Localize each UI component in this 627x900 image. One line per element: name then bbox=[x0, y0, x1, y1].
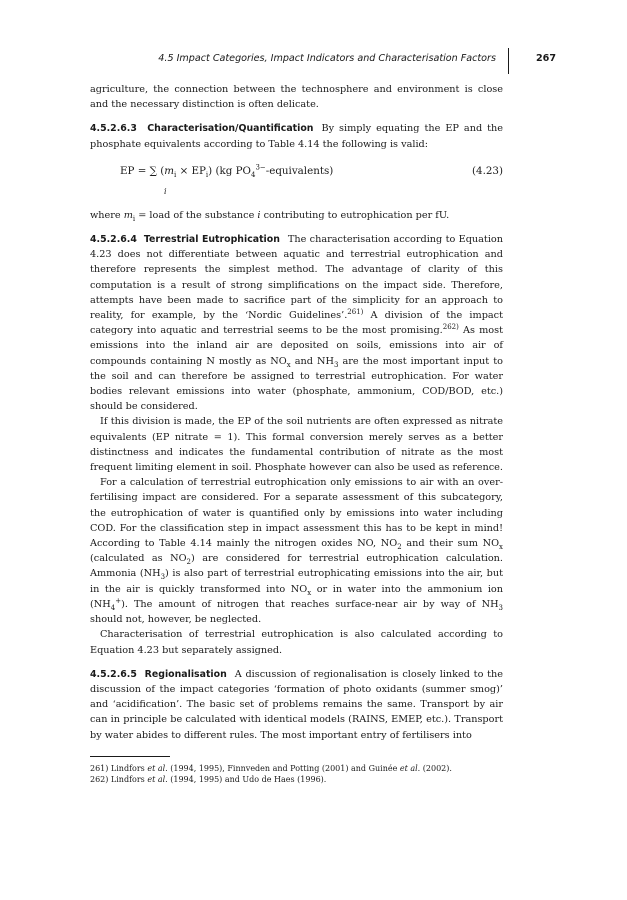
equation-number: (4.23) bbox=[472, 164, 503, 177]
footnote-ref-261: 261) bbox=[347, 307, 364, 316]
footnote-262: 262) Lindfors et al. (1994, 1995) and Udo de Haes (1996). bbox=[90, 775, 327, 784]
section-4-5-2-6-4: 4.5.2.6.4 Terrestrial Eutrophication The characterisation according to Equation 4.23 does not differentiate between aquatic and terrestrial eutrophication and therefore represents the simplest method. The advantage of clarity of this computation is a result of strong simplifications on the impact side. Therefore, attempts have been made to sacrifice part of the simplicity for an approach to reality, for example, by the ‘Nordic Guidelines’.$^{261)}$ A division of the impact category into aquatic and terrestrial seems to be the most promising.$^{262)}$ As most emissions into the inland air are deposited on soils, emissions into air of compounds containing N mostly as $NO_x$ and $NH_3$ are the most important input to the soil and can therefore be assigned to terrestrial eutrophication. For water bodies relevant emissions into water (phosphate, ammonium, COD/BOD, etc.) should be considered. bbox=[90, 234, 504, 413]
intro-paragraph: agriculture, the connection between the technosphere and environment is close and the necessary distinction is often delicate. bbox=[90, 84, 503, 111]
section-4-5-2-6-3 bbox=[90, 121, 503, 151]
page-number: 267 bbox=[535, 53, 556, 64]
footnote-divider bbox=[90, 756, 170, 757]
sum-index: i bbox=[164, 186, 167, 196]
header-divider bbox=[508, 48, 509, 74]
paragraph-calculation: For a calculation of terrestrial eutrophication only emissions to air with an over-fertilising impact are considered. For a separate assessment of this subcategory, the eutrophication of water is quantified only by emissions into water including COD. For the classification step in impact assessment this has to be kept in mind! According to Table 4.14 mainly the nitrogen oxides NO, $NO_2$ and their sum $NO_x$ (calculated as $NO_2$) are considered for terrestrial eutrophication calculation. Ammonia $(NH_3)$ is also part of terrestrial eutrophicating emissions into the air, but in the air is quickly transformed into $NO_x$ or in water into the ammonium ion $(NH_4^+)$. The amount of nitrogen that reaches surface-near air by way of $NH_3$ should not, however, be neglected. bbox=[90, 477, 503, 626]
where-clause: where $m_i$ = load of the substance i contributing to eutrophication per fU. bbox=[90, 209, 450, 223]
page-body bbox=[90, 82, 503, 743]
paragraph-division: If this division is made, the EP of the soil nutrients are often expressed as nitrate equivalents (EP nitrate = 1). This formal conversion merely serves as a better distinctness and indicates the fundamental contribution of nitrate as the most frequent limiting element in soil. Phosphate however can also be used as reference. bbox=[90, 416, 503, 474]
paragraph-characterisation: Characterisation of terrestrial eutrophication is also calculated according to Equation 4.23 but separately assigned. bbox=[90, 629, 503, 656]
section-heading: 4.5.2.6.5 Regionalisation bbox=[90, 668, 227, 680]
footnote-ref-262: 262) bbox=[442, 323, 459, 331]
section-heading: 4.5.2.6.4 Terrestrial Eutrophication bbox=[90, 234, 280, 246]
footnotes bbox=[90, 756, 503, 785]
equation-expression: EP = ∑ $(m_i \times EP_i)$ (kg $PO_4^{3-}-equivalents$) bbox=[120, 163, 334, 179]
footnote-261: 261) Lindfors et al. (1994, 1995), Finnveden and Potting (2001) and Guinée et al. (2002). bbox=[90, 764, 452, 773]
running-title: 4.5 Impact Categories, Impact Indicators and Characterisation Factors bbox=[158, 53, 496, 64]
equation-4-23 bbox=[90, 158, 503, 206]
section-text: By simply equating the EP and the phosphate equivalents according to Table 4.14 the following is valid: bbox=[90, 123, 504, 150]
running-header bbox=[90, 48, 556, 74]
section-heading: 4.5.2.6.3 Characterisation/Quantification bbox=[90, 123, 314, 135]
section-4-5-2-6-5: 4.5.2.6.5 Regionalisation A discussion of regionalisation is closely linked to the discussion of the impact categories ‘formation of photo oxidants (summer smog)’ and ‘acidification’. The basic set of problems remains the same. Transport by air can in principle be calculated with identical models (RAINS, EMEP, etc.). Transport by water abides to different rules. The most important entry of fertilisers into bbox=[90, 668, 503, 741]
